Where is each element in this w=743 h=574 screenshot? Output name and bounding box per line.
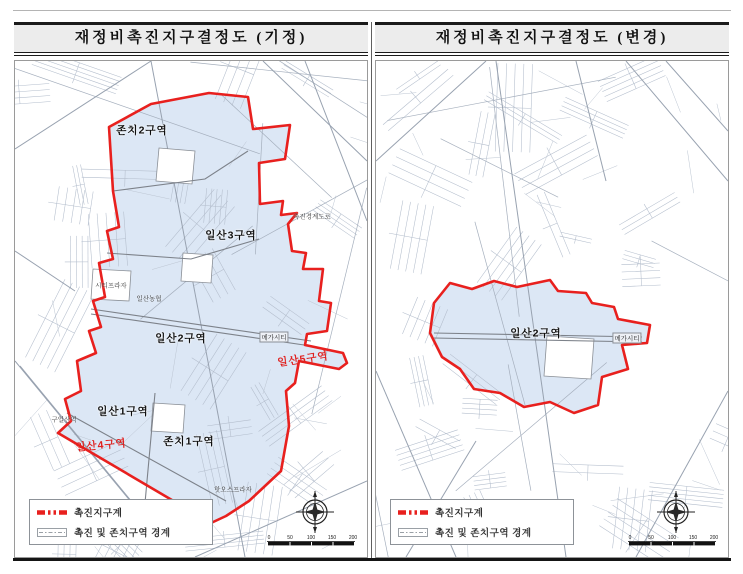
zone-label: 일산3구역 xyxy=(205,229,257,242)
legend-label: 촉진지구계 xyxy=(435,508,484,519)
landmark-label: 메가시티 xyxy=(612,333,641,344)
zone-label: 존치2구역 xyxy=(116,124,168,137)
outer-frame-top-line xyxy=(13,10,731,11)
zone-label: 일산2구역 xyxy=(510,327,562,340)
map-title-changed: 재정비촉진지구결정도 (변경) xyxy=(375,22,729,53)
legend-label: 촉진 및 존치구역 경계 xyxy=(74,528,171,539)
panel-existing xyxy=(14,22,368,558)
zone-label: 일산4구역 xyxy=(74,437,128,454)
panel-divider-line xyxy=(371,22,372,558)
map-title-existing: 재정비촉진지구결정도 (기정) xyxy=(14,22,368,53)
svg-text:150: 150 xyxy=(327,535,337,541)
landmark-label: 메가시티 xyxy=(259,332,288,343)
map-canvas xyxy=(376,61,728,557)
header-underline xyxy=(375,55,729,56)
zone-label: 존치1구역 xyxy=(163,435,215,448)
header-underline xyxy=(14,55,368,56)
map-canvas xyxy=(15,61,367,557)
outer-frame-bottom-line xyxy=(13,558,731,561)
promotion-district-boundary-swatch-icon xyxy=(398,508,428,517)
map-existing xyxy=(14,60,368,558)
zone-boundary-swatch-icon xyxy=(398,528,428,537)
zone-label: 일산1구역 xyxy=(97,405,149,418)
legend-box xyxy=(390,499,574,545)
svg-text:100: 100 xyxy=(306,535,316,541)
scale-bar xyxy=(265,533,357,549)
svg-text:50: 50 xyxy=(648,535,654,541)
compass-rose-icon xyxy=(654,489,698,539)
zone-boundary-swatch-icon xyxy=(37,528,67,537)
compass-rose-icon xyxy=(293,489,337,539)
landmark-label: 일산농협 xyxy=(136,295,162,303)
legend-item xyxy=(398,505,566,519)
legend-box xyxy=(29,499,213,545)
zone-label: 일산2구역 xyxy=(155,332,207,345)
landmark-label: 시티프라자 xyxy=(95,282,127,290)
svg-text:100: 100 xyxy=(667,535,677,541)
legend-item xyxy=(37,505,205,519)
legend-item xyxy=(37,525,205,539)
svg-text:200: 200 xyxy=(709,535,718,541)
landmark-label: 핫오스프라자 xyxy=(214,486,252,494)
scale-bar xyxy=(626,533,718,549)
landmark-label: 촉진경계도로 xyxy=(293,213,331,221)
legend-label: 촉진 및 존치구역 경계 xyxy=(435,528,532,539)
svg-text:150: 150 xyxy=(688,535,698,541)
zone-label: 일산5구역 xyxy=(276,349,330,370)
promotion-district-boundary-swatch-icon xyxy=(37,508,67,517)
svg-text:0: 0 xyxy=(628,535,632,541)
panel-changed xyxy=(375,22,729,558)
map-changed xyxy=(375,60,729,558)
legend-label: 촉진지구계 xyxy=(74,508,123,519)
svg-text:50: 50 xyxy=(287,535,293,541)
svg-text:0: 0 xyxy=(267,535,271,541)
legend-item xyxy=(398,525,566,539)
landmark-label: 구일산역 xyxy=(51,416,77,424)
svg-text:200: 200 xyxy=(348,535,357,541)
